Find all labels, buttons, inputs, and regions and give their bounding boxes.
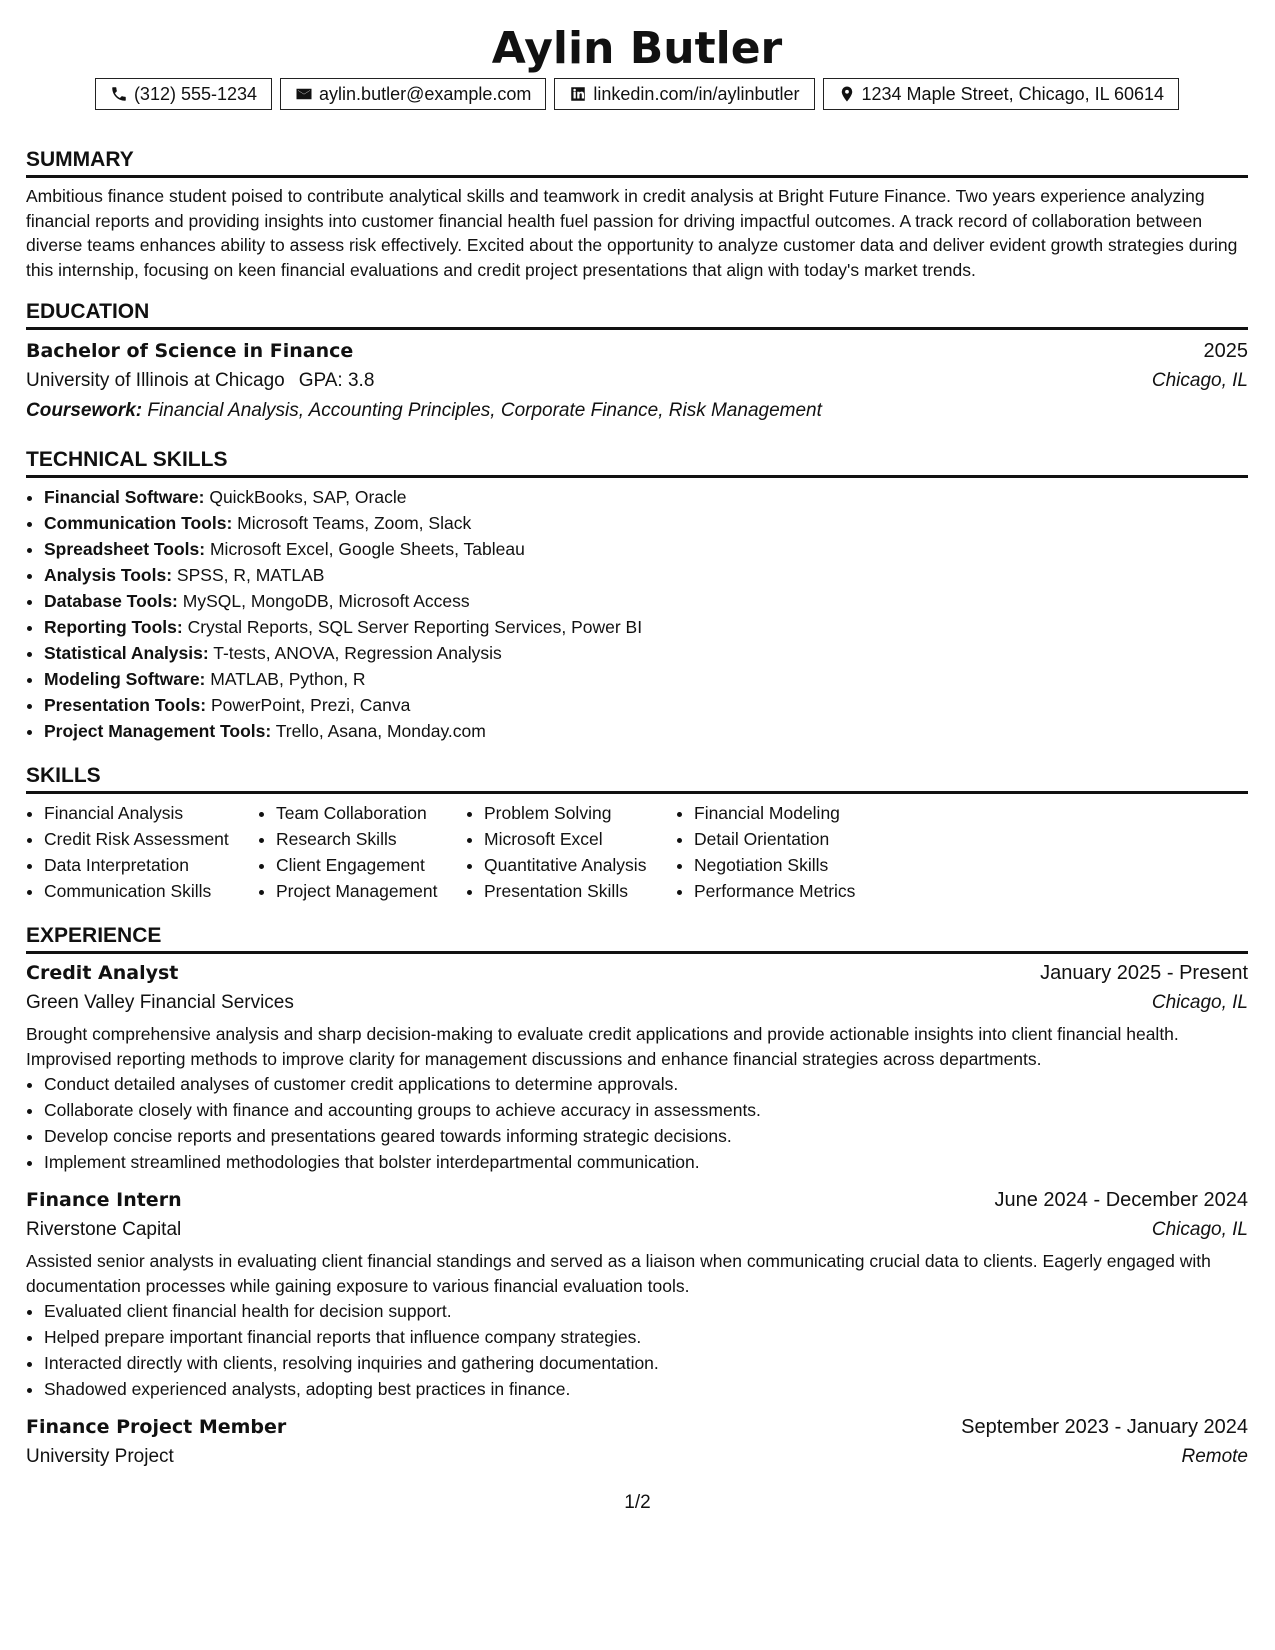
list-item: • Team Collaboration xyxy=(276,800,466,826)
job-bullets xyxy=(26,1071,1248,1175)
job-entry xyxy=(26,1412,1248,1472)
skills-column-3 xyxy=(466,800,676,904)
job-title-row xyxy=(26,958,1248,988)
job-company-row xyxy=(26,1442,1248,1472)
skill-label: Financial Software: xyxy=(44,487,205,507)
contact-email[interactable] xyxy=(280,78,546,110)
job-location: Chicago, IL xyxy=(1151,992,1248,1013)
education-school: University of Illinois at Chicago xyxy=(26,370,285,391)
skills-section xyxy=(26,762,1248,904)
education-degree-row xyxy=(26,336,1248,366)
job-dates: June 2024 - December 2024 xyxy=(994,1189,1248,1211)
list-item: • Quantitative Analysis xyxy=(484,852,676,878)
job-title: Finance Project Member xyxy=(26,1416,287,1438)
skill-value: QuickBooks, SAP, Oracle xyxy=(209,487,407,507)
contact-phone-text: (312) 555-1234 xyxy=(133,83,258,104)
linkedin-icon xyxy=(569,85,587,103)
job-company: Riverstone Capital xyxy=(26,1219,182,1240)
list-item: • Collaborate closely with finance and accounting groups to achieve accuracy in assessments. xyxy=(44,1097,1248,1123)
list-item xyxy=(44,562,1248,588)
list-item: • Presentation Skills xyxy=(484,878,676,904)
contact-phone[interactable] xyxy=(95,78,272,110)
technical-skills-section xyxy=(26,446,1248,744)
list-item xyxy=(44,510,1248,536)
job-title: Credit Analyst xyxy=(26,962,179,984)
education-section xyxy=(26,298,1248,426)
map-pin-icon xyxy=(838,85,856,103)
job-entry xyxy=(26,958,1248,1175)
job-title: Finance Intern xyxy=(26,1189,182,1211)
list-item: • Implement streamlined methodologies that bolster interdepartmental communication. xyxy=(44,1149,1248,1175)
candidate-name: Aylin Butler xyxy=(491,23,783,74)
coursework-label: Coursework: xyxy=(26,400,143,421)
job-location: Chicago, IL xyxy=(1151,1219,1248,1240)
list-item: • Problem Solving xyxy=(484,800,676,826)
coursework-list: Financial Analysis, Accounting Principles, Corporate Finance, Risk Management xyxy=(147,400,822,421)
skill-label: Presentation Tools: xyxy=(44,695,207,715)
experience-section xyxy=(26,922,1248,1472)
education-year: 2025 xyxy=(1203,340,1248,362)
job-company-row xyxy=(26,1215,1248,1245)
job-location: Remote xyxy=(1181,1446,1248,1467)
resume-content xyxy=(26,0,1248,1472)
skill-label: Reporting Tools: xyxy=(44,617,183,637)
contact-bar xyxy=(26,78,1248,110)
education-degree: Bachelor of Science in Finance xyxy=(26,340,354,362)
summary-section xyxy=(26,146,1248,282)
job-company: Green Valley Financial Services xyxy=(26,992,294,1013)
skill-label: Project Management Tools: xyxy=(44,721,272,741)
skills-column-1 xyxy=(26,800,258,904)
skill-value: MATLAB, Python, R xyxy=(210,669,366,689)
skill-label: Spreadsheet Tools: xyxy=(44,539,206,559)
education-coursework xyxy=(26,396,1248,426)
skills-grid xyxy=(26,800,1248,904)
skill-value: Microsoft Teams, Zoom, Slack xyxy=(237,513,472,533)
summary-heading: SUMMARY xyxy=(26,146,1248,178)
list-item: • Research Skills xyxy=(276,826,466,852)
contact-address[interactable] xyxy=(823,78,1180,110)
technical-skills-list xyxy=(26,484,1248,744)
list-item: • Data Interpretation xyxy=(44,852,258,878)
job-title-row xyxy=(26,1412,1248,1442)
job-entry xyxy=(26,1185,1248,1402)
skill-value: Microsoft Excel, Google Sheets, Tableau xyxy=(209,539,525,559)
job-title-row xyxy=(26,1185,1248,1215)
list-item xyxy=(44,692,1248,718)
list-item: • Conduct detailed analyses of customer credit applications to determine approvals. xyxy=(44,1071,1248,1097)
contact-address-text: 1234 Maple Street, Chicago, IL 60614 xyxy=(861,83,1165,104)
job-company-row xyxy=(26,988,1248,1018)
job-bullets xyxy=(26,1298,1248,1402)
education-heading: EDUCATION xyxy=(26,298,1248,330)
envelope-icon xyxy=(295,85,313,103)
list-item xyxy=(44,614,1248,640)
skill-value: SPSS, R, MATLAB xyxy=(176,565,325,585)
job-description: Brought comprehensive analysis and sharp decision-making to evaluate credit applications and provide actionable insights into client financial health. Improvised reporting methods to improve clarity for management discussions and enhance financial strategies across departments. xyxy=(26,1024,1179,1069)
skill-value: T-tests, ANOVA, Regression Analysis xyxy=(213,643,502,663)
list-item: • Microsoft Excel xyxy=(484,826,676,852)
skills-heading: SKILLS xyxy=(26,762,1248,794)
skills-column-2 xyxy=(258,800,466,904)
list-item: • Negotiation Skills xyxy=(694,852,904,878)
skill-label: Database Tools: xyxy=(44,591,178,611)
list-item xyxy=(44,536,1248,562)
list-item: • Evaluated client financial health for decision support. xyxy=(44,1298,1248,1324)
skill-label: Communication Tools: xyxy=(44,513,233,533)
job-dates: January 2025 - Present xyxy=(1040,962,1248,984)
list-item: • Communication Skills xyxy=(44,878,258,904)
list-item xyxy=(44,640,1248,666)
phone-icon xyxy=(110,85,128,103)
contact-email-text: aylin.butler@example.com xyxy=(319,83,532,104)
list-item xyxy=(44,718,1248,744)
education-location: Chicago, IL xyxy=(1151,370,1248,391)
skills-column-4 xyxy=(676,800,904,904)
contact-linkedin-text: linkedin.com/in/aylinbutler xyxy=(593,83,800,104)
list-item: • Financial Analysis xyxy=(44,800,258,826)
skill-value: Crystal Reports, SQL Server Reporting Services, Power BI xyxy=(187,617,643,637)
list-item: • Performance Metrics xyxy=(694,878,904,904)
experience-heading: EXPERIENCE xyxy=(26,922,1248,954)
contact-linkedin[interactable] xyxy=(554,78,814,110)
education-school-row xyxy=(26,366,1248,396)
skill-value: Trello, Asana, Monday.com xyxy=(275,721,486,741)
list-item xyxy=(44,666,1248,692)
skill-label: Analysis Tools: xyxy=(44,565,173,585)
page-number: 1/2 xyxy=(624,1492,651,1513)
list-item xyxy=(44,588,1248,614)
skill-value: PowerPoint, Prezi, Canva xyxy=(210,695,411,715)
job-description: Assisted senior analysts in evaluating client financial standings and served as a liaison when communicating crucial data to clients. Eagerly engaged with documentation processes while gaining exposure to various financial evaluation tools. xyxy=(26,1251,1211,1296)
list-item: • Financial Modeling xyxy=(694,800,904,826)
list-item: • Detail Orientation xyxy=(694,826,904,852)
job-dates: September 2023 - January 2024 xyxy=(961,1416,1248,1438)
skill-value: MySQL, MongoDB, Microsoft Access xyxy=(182,591,470,611)
skill-label: Statistical Analysis: xyxy=(44,643,209,663)
job-company: University Project xyxy=(26,1446,174,1467)
education-gpa: GPA: 3.8 xyxy=(298,370,375,391)
skill-label: Modeling Software: xyxy=(44,669,206,689)
list-item: • Shadowed experienced analysts, adopting best practices in finance. xyxy=(44,1376,1248,1402)
list-item xyxy=(44,484,1248,510)
list-item: • Credit Risk Assessment xyxy=(44,826,258,852)
list-item: • Helped prepare important financial reports that influence company strategies. xyxy=(44,1324,1248,1350)
technical-skills-heading: TECHNICAL SKILLS xyxy=(26,446,1248,478)
list-item: • Develop concise reports and presentations geared towards informing strategic decisions. xyxy=(44,1123,1248,1149)
list-item: • Interacted directly with clients, resolving inquiries and gathering documentation. xyxy=(44,1350,1248,1376)
summary-text: Ambitious finance student poised to contribute analytical skills and teamwork in credit analysis at Bright Future Finance. Two years experience analyzing financial reports and providing insights into customer financial health fuel passion for driving impactful outcomes. A track record of collaboration between diverse teams enhances ability to assess risk effectively. Excited about the opportunity to analyze customer data and deliver evident growth strategies during this internship, focusing on keen financial evaluations and credit project presentations that align with today's market trends. xyxy=(26,186,1238,280)
list-item: • Project Management xyxy=(276,878,466,904)
list-item: • Client Engagement xyxy=(276,852,466,878)
